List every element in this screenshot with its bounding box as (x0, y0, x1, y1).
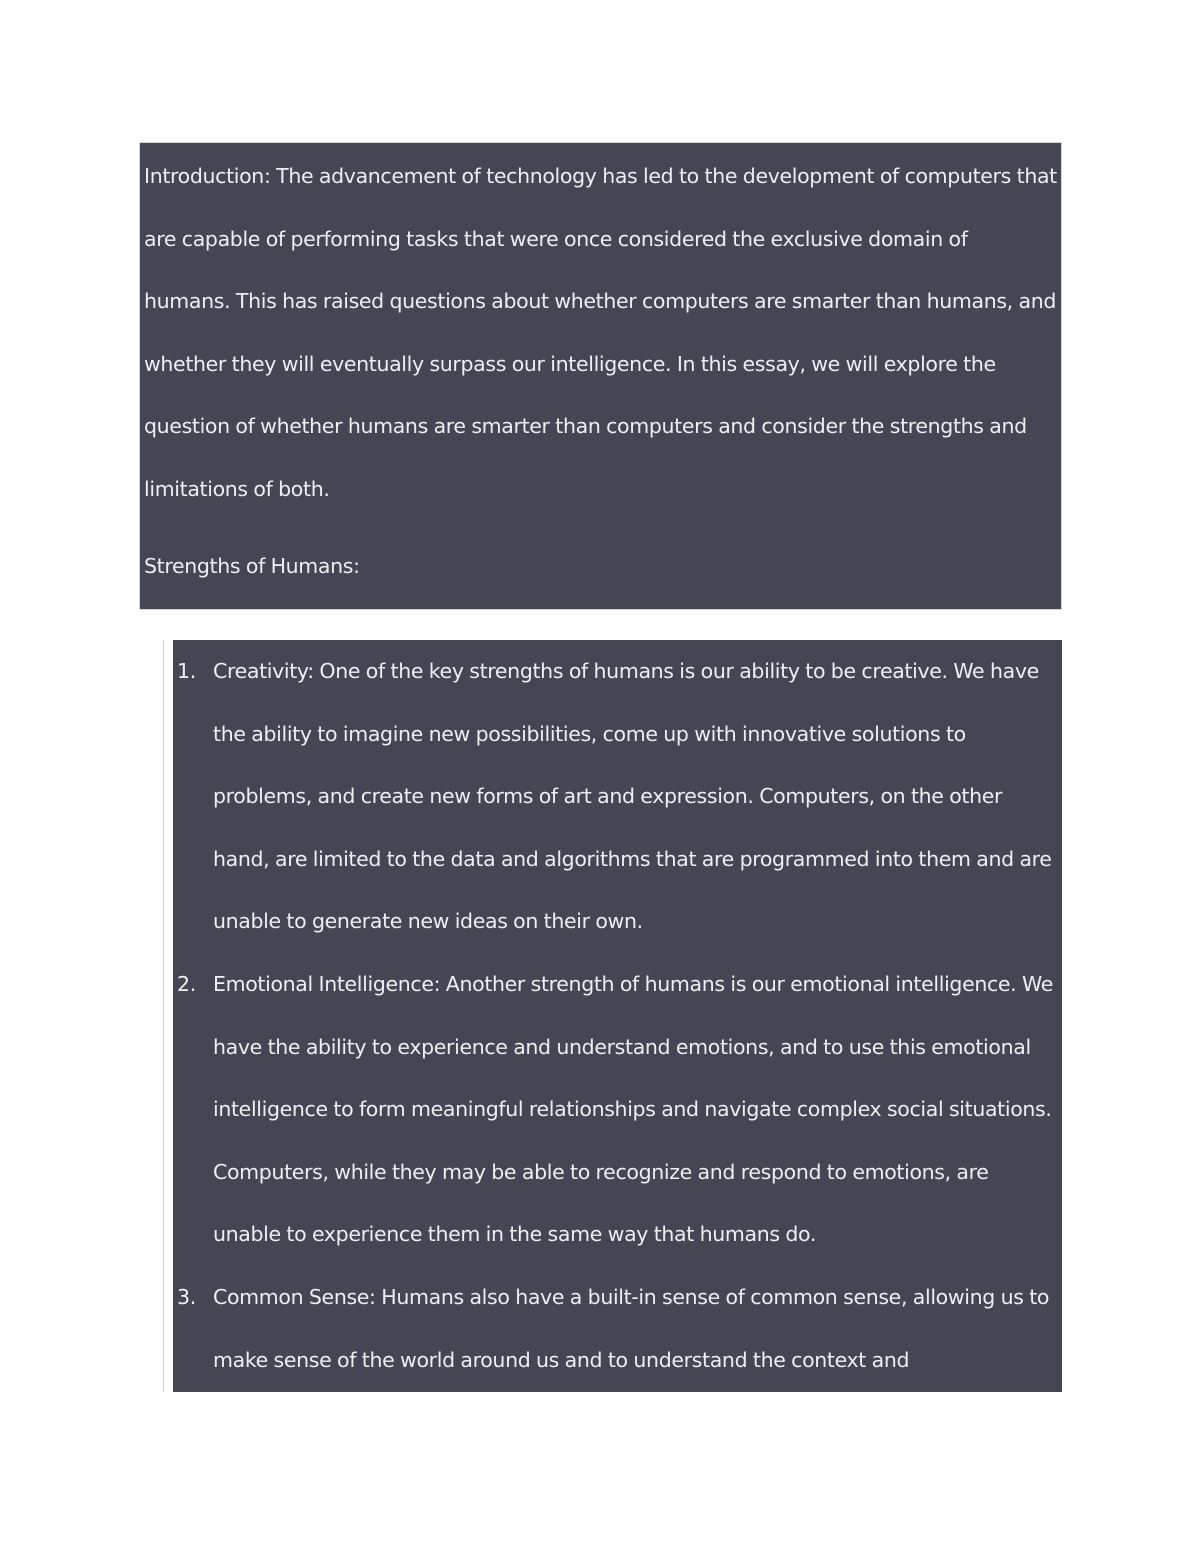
list-item-text: Emotional Intelligence: Another strength of humans is our emotional intelligence. We have the ability to experience and understand emotions, and to use this emotional intelligence to form meaningful relationships and navigate complex social situations. Computers, while they may be able to recognize and respond to emotions, are unable to experience them in the same way that humans do. (213, 971, 1053, 1247)
list-item-number: 2. (177, 971, 196, 996)
list-left-rule (163, 640, 164, 1392)
strengths-list (173, 640, 1062, 1391)
introduction-block (139, 142, 1062, 610)
strengths-heading: Strengths of Humans: (144, 554, 360, 578)
list-item-number: 3. (177, 1284, 196, 1309)
list-item-text: Common Sense: Humans also have a built-in sense of common sense, allowing us to make sense of the world around us and to understand the context and (213, 1284, 1050, 1372)
list-item-number: 1. (177, 659, 196, 683)
list-item (173, 953, 1062, 1266)
strengths-list-block (173, 640, 1062, 1392)
list-item (173, 640, 1062, 953)
list-item-text: Creativity: One of the key strengths of humans is our ability to be creative. We have the ability to imagine new possibilities, come up with innovative solutions to problems, and create new forms of art and expression. Computers, on the other hand, are limited to the data and algorithms that are programmed into them and are unable to generate new ideas on their own. (213, 659, 1052, 934)
list-item (173, 1266, 1062, 1391)
introduction-paragraph: Introduction: The advancement of technology has led to the development of computers that are capable of performing tasks that were once considered the exclusive domain of humans. This has raised questions about whether computers are smarter than humans, and whether they will eventually surpass our intelligence. In this essay, we will explore the question of whether humans are smarter than computers and consider the strengths and limitations of both. (144, 164, 1057, 501)
